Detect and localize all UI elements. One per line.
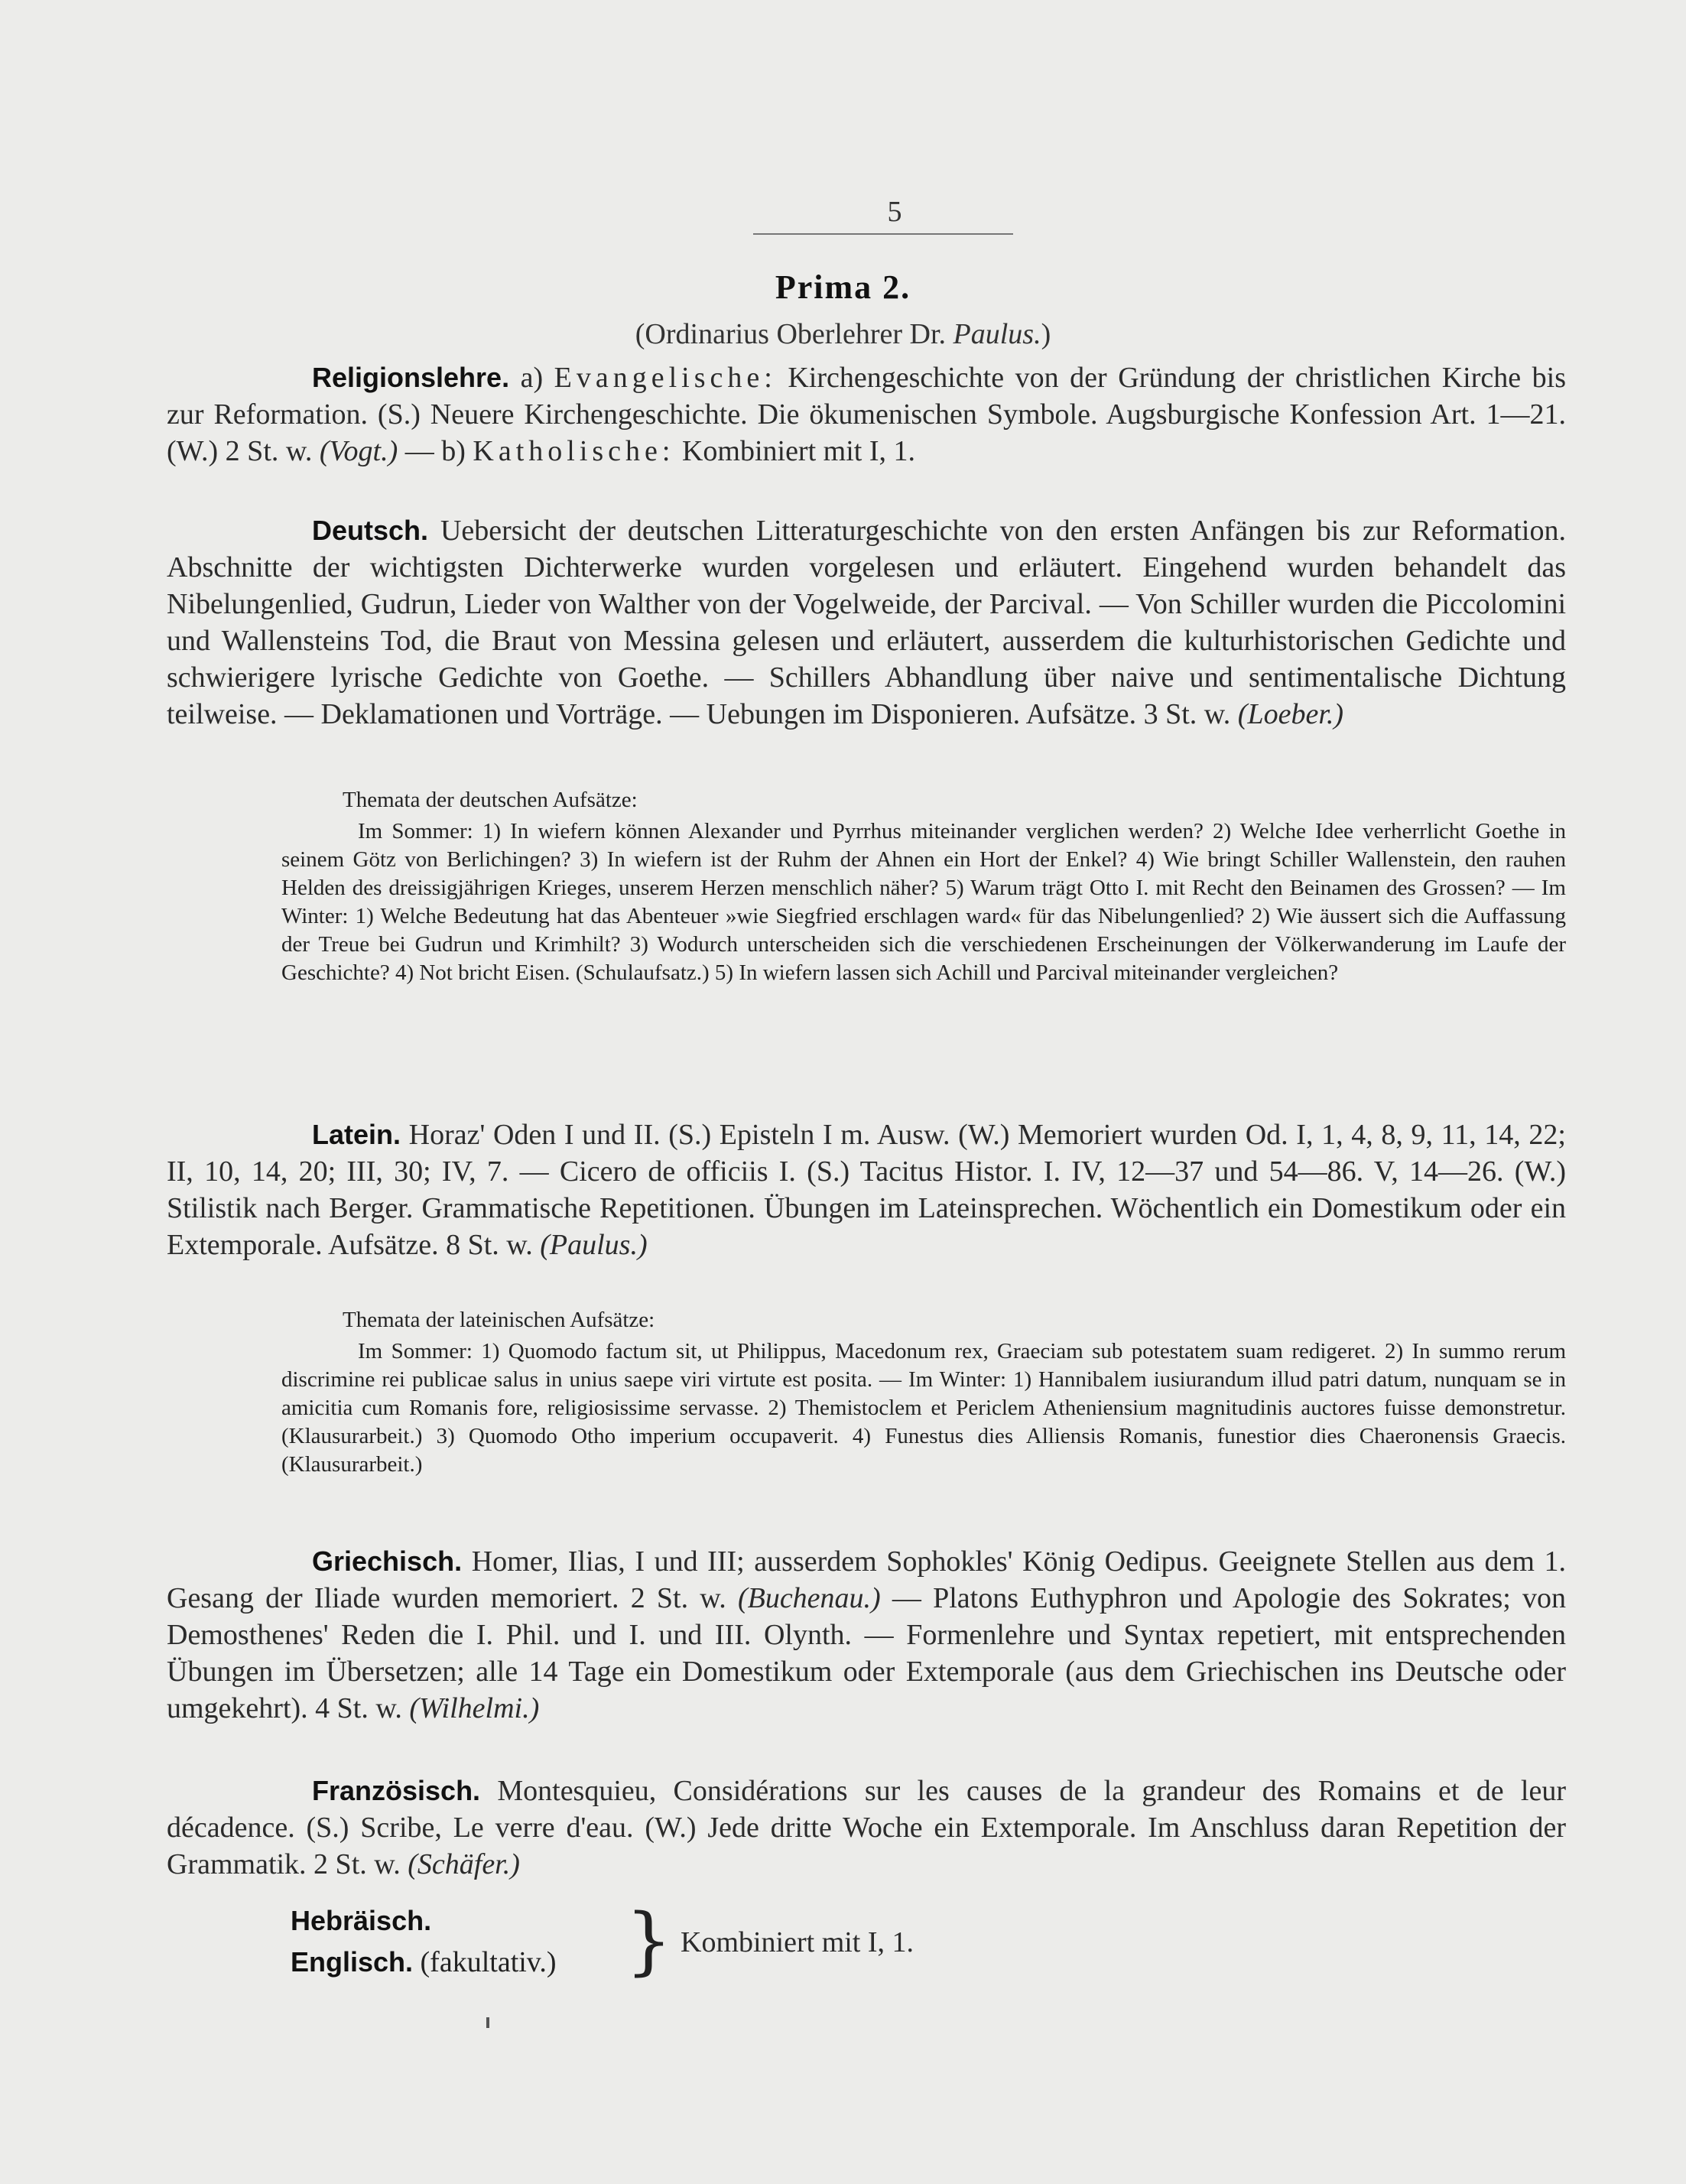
griechisch-paragraph [167,1543,1566,1727]
franzoesisch-heading: Französisch. [312,1775,481,1806]
franzoesisch-teacher: (Schäfer.) [408,1848,520,1880]
deutsch-heading: Deutsch. [312,515,429,546]
latein-themes-body: Im Sommer: 1) Quomodo factum sit, ut Philippus, Macedonum rex, Graeciam sub potestatem suam redigeret. 2) In summo rerum discrimine rei publicae salus in unius saepe viri virtute est posita. — Im Winter: 1) Hannibalem iusiurandum illud patri datum, nunquam se in amicitia cum Romanis fore, religiosissime servasse. 2) Themistoclem et Periclem Atheniensium magnitudinis auctores fuisse demonstretur. (Klausurarbeit.) 3) Quomodo Otho imperium occupaverit. 4) Funestus dies Alliensis Romanis, funestior dies Chaeronensis Graecis. (Klausurarbeit.) [281,1339,1566,1477]
subtitle-name: Paulus. [953,318,1041,350]
deutsch-paragraph [167,512,1566,733]
griechisch-text-1: Homer, Ilias, I und III; ausserdem Sophokles' König Oedipus. Geeignete Stellen aus dem 1. Gesang der Iliade wurden memoriert. 2 St. w. [167,1545,1566,1614]
franzoesisch-paragraph [167,1773,1566,1883]
subtitle-text: (Ordinarius Oberlehrer Dr. [635,318,953,350]
latein-themes [281,1306,1566,1479]
page-number-rule [753,233,1013,235]
religion-text-2: Kirchengeschichte von der Gründung der christlichen Kirche bis zur Reformation. (S.) Neuere Kirchengeschichte. Die ökumenischen Symbole. Augsburgische Konfession Art. 1—21. (W.) 2 St. w. [167,362,1566,467]
latein-text: Horaz' Oden I und II. (S.) Episteln I m. Ausw. (W.) Memoriert wurden Od. I, 1, 4, 8, 9, 11, 14, 22; II, 10, 14, 20; III, 30; IV, 7. — Cicero de officiis I. (S.) Tacitus Histor. I. IV, 12—37 und 54—86. V, 14—26. (W.) Stilistik nach Berger. Grammatische Repetitionen. Übungen im Lateinsprechen. Wöchentlich ein Domestikum oder ein Extemporale. Aufsätze. 8 St. w. [167,1119,1566,1261]
hebraeisch-heading: Hebräisch. [291,1905,432,1936]
curly-brace: } [625,1898,673,1984]
religion-paragraph [167,359,1566,470]
section-subtitle [0,317,1686,351]
religion-evangelisch: Evangelische: [554,362,777,394]
franzoesisch-text: Montesquieu, Considérations sur les causes de la grandeur des Romains et de leur décadence. (S.) Scribe, Le verre d'eau. (W.) Jede dritte Woche ein Extemporale. Im Anschluss daran Repetition der Grammatik. 2 St. w. [167,1775,1566,1880]
englisch-heading: Englisch. [291,1946,414,1978]
griechisch-heading: Griechisch. [312,1545,463,1577]
subtitle-close: ) [1041,318,1051,350]
deutsch-themes-body: Im Sommer: 1) In wiefern können Alexander und Pyrrhus miteinander verglichen werden? 2) Welche Idee verherrlicht Goethe in seinem Götz von Berlichingen? 3) In wiefern ist der Ruhm der Ahnen ein Hort der Enkel? 4) Wie bringt Schiller Wallenstein, den rauhen Helden des dreissigjährigen Krieges, unserem Herzen menschlich näher? 5) Warum trägt Otto I. mit Recht den Beinamen des Grossen? — Im Winter: 1) Welche Bedeutung hat das Abenteuer »wie Siegfried erschlagen ward« für das Nibelungenlied? 2) Wie äussert sich die Auffassung der Treue bei Gudrun und Krimhilt? 3) Wodurch unterscheiden sich die verschiedenen Erscheinungen der Völkerwanderung im Laufe der Geschichte? 4) Not bricht Eisen. (Schulaufsatz.) 5) In wiefern lassen sich Achill und Parcival miteinander vergleichen? [281,819,1566,985]
deutsch-teacher: (Loeber.) [1237,698,1344,730]
griechisch-text-2: — Platons Euthyphron und Apologie des Sokrates; von Demosthenes' Reden die I. Phil. und I. und III. Olynth. — Formenlehre und Syntax repetiert, mit entsprechenden Übungen im Übersetzen; alle 14 Tage ein Domestikum oder Extemporale (aus dem Griechischen ins Deutsche oder umgekehrt). 4 St. w. [167,1582,1567,1724]
religion-katholisch: Katholische: [473,435,675,467]
religion-teacher: (Vogt.) [319,435,398,467]
deutsch-themes [281,786,1566,987]
paper-speck [486,2017,489,2028]
religion-text-4: Kombiniert mit I, 1. [674,435,915,467]
griechisch-teacher-2: (Wilhelmi.) [409,1692,540,1724]
religion-heading: Religionslehre. [312,362,510,393]
latein-heading: Latein. [312,1119,401,1150]
combined-subjects [291,1900,557,1983]
section-title: Prima 2. [775,268,911,306]
englisch-note: (fakultativ.) [420,1946,557,1978]
latein-themes-heading: Themata der lateinischen Aufsätze: [343,1308,655,1332]
religion-text-1: a) [509,362,554,394]
religion-text-3: — b) [398,435,473,467]
page-number: 5 [887,196,902,228]
latein-paragraph [167,1116,1566,1263]
deutsch-themes-heading: Themata der deutschen Aufsätze: [343,788,638,812]
combined-text: Kombiniert mit I, 1. [681,1926,914,1958]
deutsch-text: Uebersicht der deutschen Litteraturgeschichte von den ersten Anfängen bis zur Reformation. Abschnitte der wichtigsten Dichterwerke wurden vorgelesen und erläutert. Eingehend wurden behandelt das Nibelungenlied, Gudrun, Lieder von Walther von der Vogelweide, der Parcival. — Von Schiller wurden die Piccolomini und Wallensteins Tod, die Braut von Messina gelesen und erläutert, ausserdem die kulturhistorischen Gedichte und schwierigere lyrische Gedichte von Goethe. — Schillers Abhandlung über naive und sentimentalische Dichtung teilweise. — Deklamationen und Vorträge. — Uebungen im Disponieren. Aufsätze. 3 St. w. [167,515,1566,730]
griechisch-teacher-1: (Buchenau.) [737,1582,881,1614]
latein-teacher: (Paulus.) [540,1229,648,1261]
